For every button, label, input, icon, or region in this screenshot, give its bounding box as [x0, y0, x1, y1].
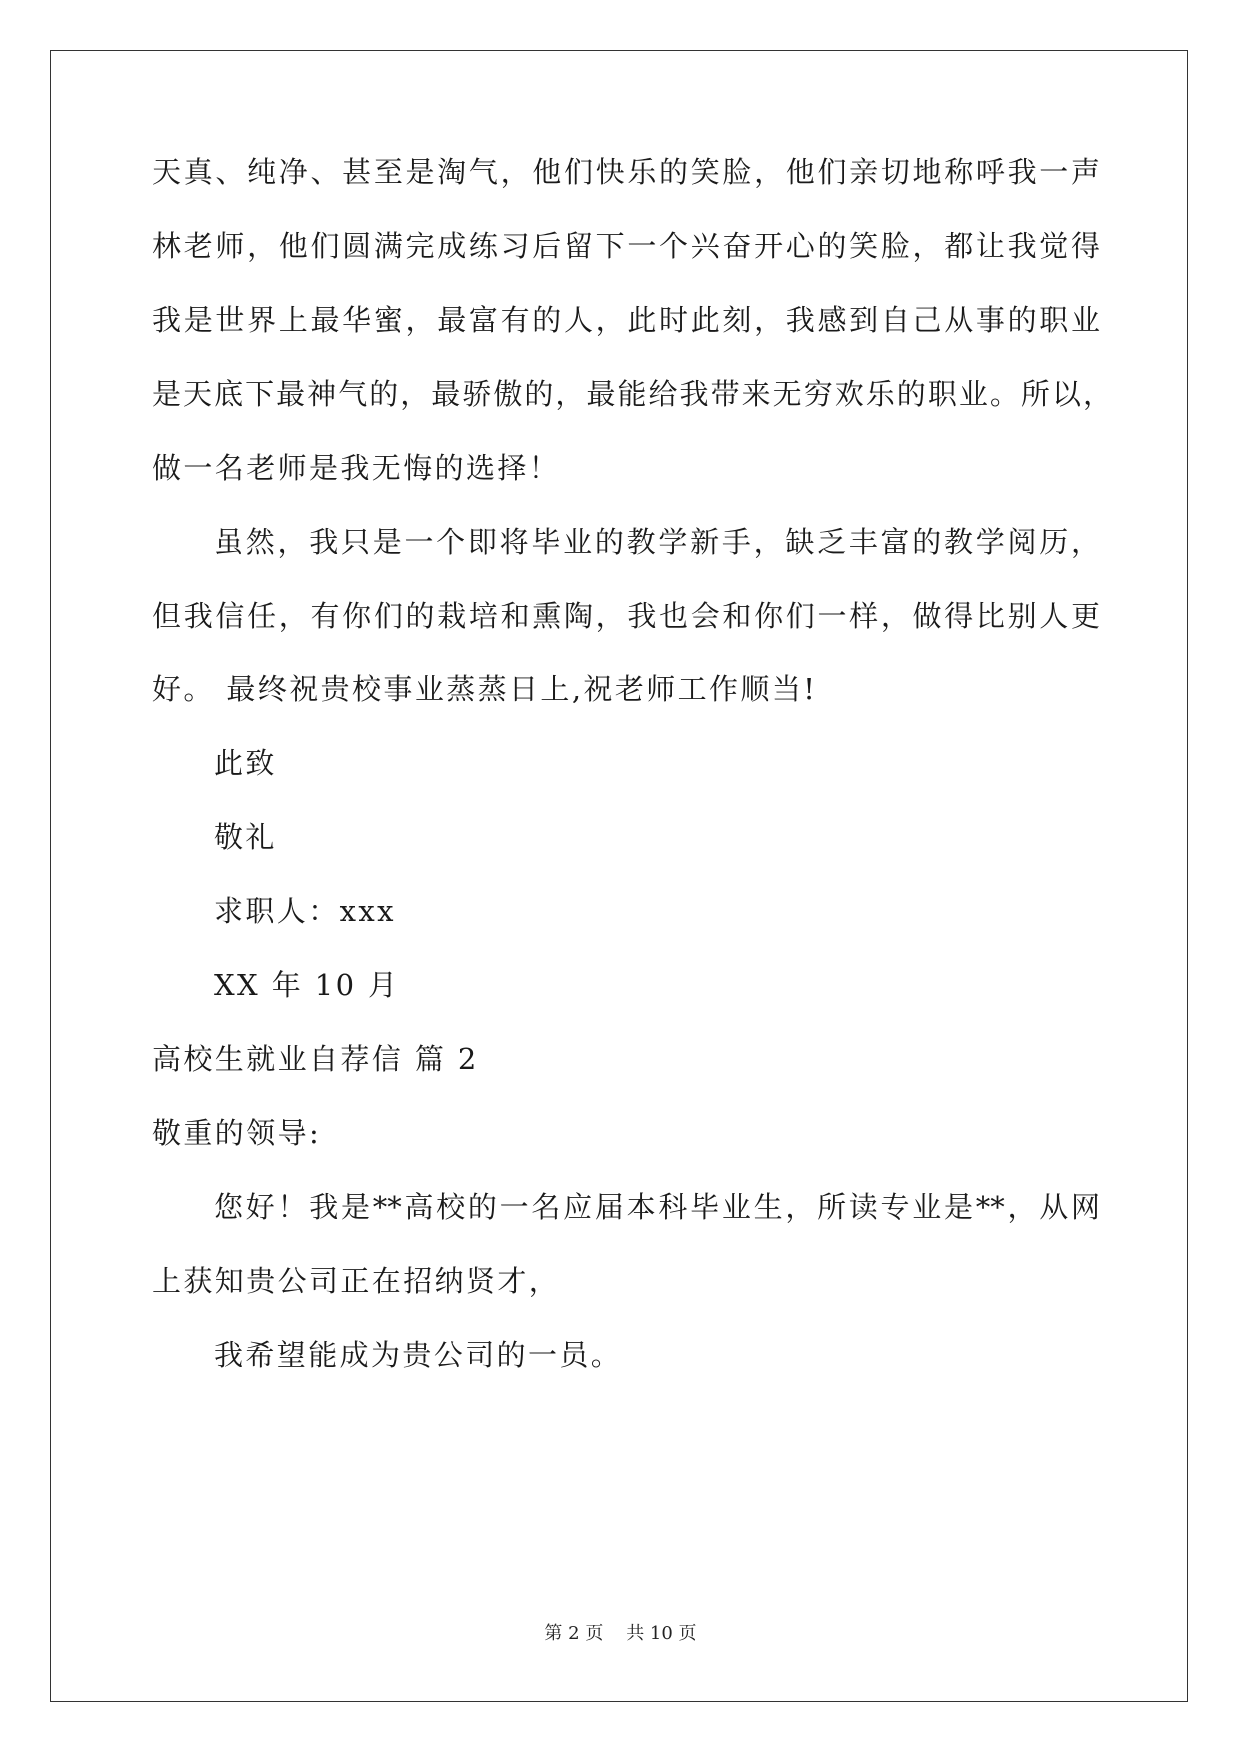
body-line-2: 林老师，他们圆满完成练习后留下一个兴奋开心的笑脸，都让我觉得 — [152, 229, 1100, 263]
body-line-15: 您好！我是**高校的一名应届本科毕业生，所读专业是**，从网 — [214, 1190, 1100, 1224]
body-line-3: 我是世界上最华蜜，最富有的人，此时此刻，我感到自己从事的职业 — [152, 303, 1100, 337]
letter-date: XX 年 10 月 — [214, 968, 400, 1002]
body-line-17: 我希望能成为贵公司的一员。 — [214, 1338, 623, 1372]
body-line-1: 天真、纯净、甚至是淘气，他们快乐的笑脸，他们亲切地称呼我一声 — [152, 155, 1100, 189]
greeting: 敬重的领导: — [152, 1116, 322, 1150]
applicant-name: 求职人：xxx — [214, 894, 396, 928]
section-title: 高校生就业自荐信 篇 2 — [152, 1042, 479, 1076]
page-frame — [50, 50, 1188, 1702]
body-line-16: 上获知贵公司正在招纳贤才， — [152, 1264, 561, 1298]
page-number-footer: 第 2 页 共 10 页 — [544, 1623, 697, 1644]
body-line-8: 好。 最终祝贵校事业蒸蒸日上,祝老师工作顺当! — [152, 672, 818, 706]
body-line-4: 是天底下最神气的，最骄傲的，最能给我带来无穷欢乐的职业。所以， — [152, 377, 1112, 411]
body-line-5: 做一名老师是我无悔的选择！ — [152, 451, 561, 485]
closing-salutation: 此致 — [214, 746, 277, 780]
closing-regards: 敬礼 — [214, 820, 277, 854]
body-line-6: 虽然，我只是一个即将毕业的教学新手，缺乏丰富的教学阅历， — [214, 525, 1100, 559]
body-line-7: 但我信任，有你们的栽培和熏陶，我也会和你们一样，做得比别人更 — [152, 599, 1100, 633]
